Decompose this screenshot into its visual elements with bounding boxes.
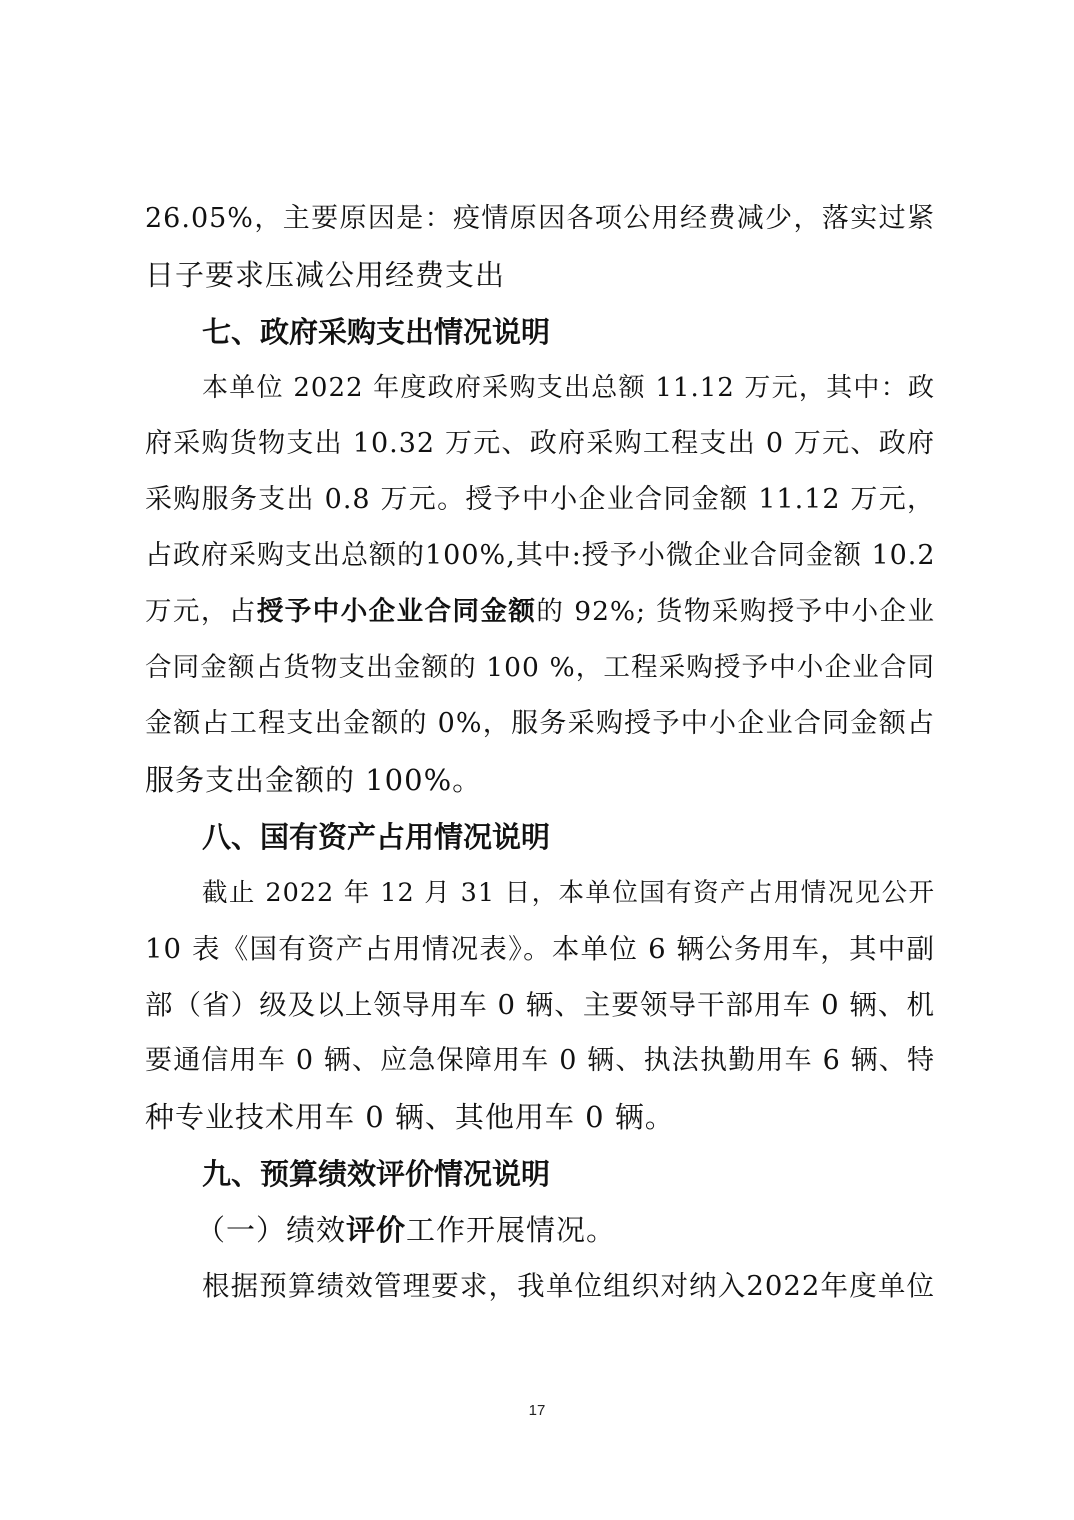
text-run: 工作开展情况。 [406,1213,617,1247]
paragraph-line: 合同金额占货物支出金额的 100 %，工程采购授予中小企业合同 [145,652,935,683]
paragraph-line: 本单位 2022 年度政府采购支出总额 11.12 万元，其中：政 [202,373,935,403]
section-heading-9: 九、预算绩效评价情况说明 [202,1157,551,1191]
paragraph-line: 府采购货物支出 10.32 万元、政府采购工程支出 0 万元、政府 [145,428,935,459]
text-run: （一）绩效 [196,1213,347,1247]
text-run: 万元，占 [145,596,257,627]
section-heading-8: 八、国有资产占用情况说明 [202,820,551,854]
paragraph-line: 服务支出金额的 100%。 [145,763,483,797]
paragraph-line: 要通信用车 0 辆、应急保障用车 0 辆、执法执勤用车 6 辆、特 [145,1045,935,1076]
bold-text-run: 评价 [346,1213,407,1247]
paragraph-line: 10 表《国有资产占用情况表》。本单位 6 辆公务用车，其中副 [145,933,935,965]
paragraph-line: 截止 2022 年 12 月 31 日，本单位国有资产占用情况见公开 [202,878,935,908]
text-run: 的 92%; 货物采购授予中小企业 [536,596,936,627]
paragraph-line: 部（省）级及以上领导用车 0 辆、主要领导干部用车 0 辆、机 [145,989,935,1021]
paragraph-line: 种专业技术用车 0 辆、其他用车 0 辆。 [145,1100,675,1134]
section-heading-7: 七、政府采购支出情况说明 [202,315,551,349]
paragraph-line: 采购服务支出 0.8 万元。授予中小企业合同金额 11.12 万元， [145,484,935,515]
paragraph-line: 占政府采购支出总额的100%,其中:授予小微企业合同金额 10.2 [145,540,936,571]
paragraph-line: 日子要求压减公用经费支出 [145,258,506,292]
subsection-heading [196,1210,986,1250]
paragraph-line: 金额占工程支出金额的 0%，服务采购授予中小企业合同金额占 [145,708,935,739]
bold-text-run: 授予中小企业合同金额 [256,596,537,627]
paragraph-line: 26.05%，主要原因是：疫情原因各项公用经费减少，落实过紧 [145,203,935,234]
paragraph-line: 根据预算绩效管理要求，我单位组织对纳入2022年度单位 [202,1270,935,1302]
page-number: 17 [528,1402,546,1419]
paragraph-line [145,592,935,632]
